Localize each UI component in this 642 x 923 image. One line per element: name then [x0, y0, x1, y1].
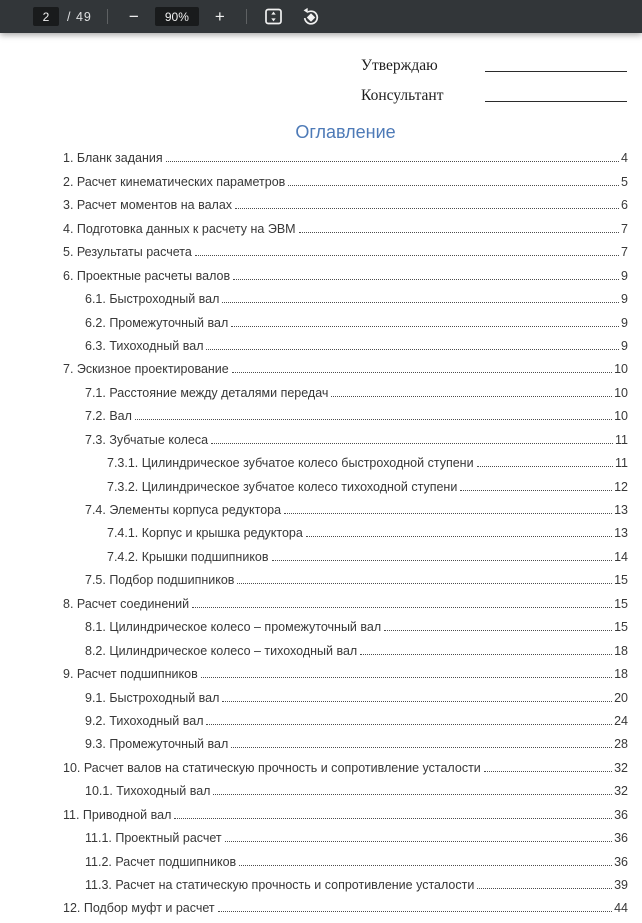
- approval-label: Утверждаю: [361, 57, 438, 74]
- toc-entry-page: 28: [614, 737, 628, 752]
- dot-leader: [477, 888, 612, 889]
- toc-entry-page: 9: [621, 268, 628, 283]
- approval-label: Консультант: [361, 87, 444, 104]
- toc-entry-page: 15: [614, 573, 628, 588]
- toc-entry-page: 7: [621, 221, 628, 236]
- toc-entry-page: 6: [621, 198, 628, 213]
- toc-entry-label: 7.4. Элементы корпуса редуктора: [85, 503, 282, 517]
- toc-entry-label: 1. Бланк задания: [63, 151, 163, 166]
- toc-entry-label: 11. Приводной вал: [63, 807, 172, 822]
- zoom-level-input[interactable]: [155, 7, 199, 26]
- signature-line: [485, 101, 627, 102]
- dot-leader: [288, 185, 619, 186]
- toc-entry-page: 11: [615, 456, 628, 471]
- toc-entry-label: 11.3. Расчет на статическую прочность и сопротивление усталости: [85, 878, 475, 892]
- toc-entry[interactable]: [63, 733, 628, 756]
- toc-entry[interactable]: [63, 663, 628, 686]
- toc-entry-label: 7.4.1. Корпус и крышка редуктора: [107, 526, 303, 541]
- toc-entry-label: 7.2. Вал: [85, 409, 132, 424]
- dot-leader: [192, 607, 612, 608]
- dot-leader: [233, 279, 619, 280]
- toc-heading: Оглавление: [295, 122, 396, 142]
- table-of-contents: [63, 147, 628, 920]
- toc-entry[interactable]: [63, 803, 628, 826]
- toc-entry[interactable]: [63, 827, 628, 850]
- page-number-input[interactable]: [33, 7, 59, 26]
- toc-entry-label: 9.2. Тихоходный вал: [85, 713, 204, 728]
- toolbar-separator: [246, 9, 247, 24]
- toc-entry-label: 4. Подготовка данных к расчету на ЭВМ: [63, 221, 296, 236]
- toc-entry-label: 9.1. Быстроходный вал: [85, 690, 220, 705]
- toc-entry-page: 5: [621, 174, 628, 189]
- toc-entry-page: 18: [614, 667, 628, 682]
- signature-line: [485, 71, 627, 72]
- toc-entry-label: 8.2. Цилиндрическое колесо – тихоходный вал: [85, 643, 358, 658]
- toc-entry-page: 18: [614, 643, 628, 658]
- toc-entry-page: 20: [614, 690, 628, 705]
- zoom-in-button[interactable]: +: [209, 6, 231, 28]
- dot-leader: [206, 349, 619, 350]
- dot-leader: [195, 255, 619, 256]
- toc-entry[interactable]: [63, 756, 628, 779]
- approval-row: [361, 82, 627, 112]
- toc-entry[interactable]: [63, 569, 628, 592]
- toc-entry[interactable]: [63, 358, 628, 381]
- toc-entry-label: 7.1. Расстояние между деталями передач: [85, 385, 329, 400]
- dot-leader: [331, 396, 612, 397]
- toc-entry[interactable]: [63, 147, 628, 170]
- toc-entry[interactable]: [63, 897, 628, 920]
- toc-entry-page: 11: [615, 432, 628, 447]
- toc-entry[interactable]: [63, 616, 628, 639]
- dot-leader: [231, 326, 619, 327]
- dot-leader: [225, 841, 612, 842]
- dot-leader: [213, 794, 612, 795]
- toc-entry-page: 15: [614, 596, 628, 611]
- dot-leader: [235, 208, 619, 209]
- approval-row: [361, 52, 627, 82]
- toc-entry-label: 11.2. Расчет подшипников: [85, 854, 237, 869]
- toolbar-separator: [107, 9, 108, 24]
- dot-leader: [206, 724, 612, 725]
- toc-entry-page: 4: [621, 151, 628, 166]
- toc-entry-label: 6. Проектные расчеты валов: [63, 268, 231, 283]
- toc-entry-page: 7: [621, 245, 628, 260]
- toc-entry[interactable]: [63, 475, 628, 498]
- toc-entry-page: 36: [614, 807, 628, 822]
- toc-entry-label: 7.3.1. Цилиндрическое зубчатое колесо быстроходной ступени: [107, 456, 474, 471]
- toc-entry-label: 7.4.2. Крышки подшипников: [107, 549, 269, 564]
- toc-entry[interactable]: [63, 194, 628, 217]
- pdf-toolbar: [0, 0, 642, 33]
- toc-entry[interactable]: [63, 241, 628, 264]
- toc-entry-label: 12. Подбор муфт и расчет: [63, 901, 215, 916]
- toc-entry[interactable]: [63, 686, 628, 709]
- dot-leader: [222, 701, 612, 702]
- toc-entry-page: 13: [614, 526, 628, 541]
- toc-entry[interactable]: [63, 710, 628, 733]
- dot-leader: [306, 536, 612, 537]
- toc-entry-label: 2. Расчет кинематических параметров: [63, 174, 286, 189]
- toc-entry-page: 9: [621, 338, 628, 353]
- toc-entry-page: 36: [614, 831, 628, 846]
- toc-entry-page: 24: [614, 713, 628, 728]
- toc-entry[interactable]: [63, 405, 628, 428]
- toc-entry-page: 15: [614, 620, 628, 635]
- toc-entry-page: 36: [614, 854, 628, 869]
- dot-leader: [201, 677, 612, 678]
- toc-entry-page: 39: [614, 878, 628, 892]
- toc-entry[interactable]: [63, 288, 628, 311]
- toc-entry-page: 12: [614, 479, 628, 494]
- toc-entry-label: 5. Результаты расчета: [63, 245, 192, 260]
- dot-leader: [460, 490, 612, 491]
- fit-to-page-icon: [264, 7, 283, 26]
- document-page: [0, 33, 642, 923]
- toc-entry[interactable]: [63, 452, 628, 475]
- toc-entry-label: 6.2. Промежуточный вал: [85, 315, 229, 330]
- toc-entry-label: 7.3.2. Цилиндрическое зубчатое колесо тихоходной ступени: [107, 479, 458, 494]
- toc-entry-label: 6.3. Тихоходный вал: [85, 338, 204, 353]
- toc-entry-label: 6.1. Быстроходный вал: [85, 292, 220, 307]
- toc-entry-label: 7. Эскизное проектирование: [63, 362, 229, 377]
- toc-entry[interactable]: [63, 381, 628, 404]
- dot-leader: [299, 232, 619, 233]
- dot-leader: [135, 419, 612, 420]
- toc-entry-page: 32: [614, 760, 628, 775]
- dot-leader: [218, 911, 612, 912]
- approval-block: [361, 52, 627, 112]
- toc-entry-label: 10. Расчет валов на статическую прочность и сопротивление усталости: [63, 760, 481, 775]
- toc-entry-label: 11.1. Проектный расчет: [85, 831, 222, 846]
- toc-entry[interactable]: [63, 311, 628, 334]
- toc-entry[interactable]: [63, 170, 628, 193]
- toc-entry-label: 7.3. Зубчатые колеса: [85, 432, 209, 447]
- toc-entry-page: 9: [621, 292, 628, 307]
- dot-leader: [484, 771, 612, 772]
- dot-leader: [272, 560, 613, 561]
- dot-leader: [211, 443, 613, 444]
- toc-entry[interactable]: [63, 780, 628, 803]
- toc-entry-page: 13: [614, 503, 628, 517]
- toc-entry-page: 10: [614, 385, 628, 400]
- toc-entry-page: 32: [614, 784, 628, 799]
- toc-entry[interactable]: [63, 592, 628, 615]
- page-count-label: / 49: [67, 9, 92, 24]
- toc-entry-page: 44: [614, 901, 628, 916]
- toc-entry-label: 9. Расчет подшипников: [63, 667, 198, 682]
- toc-entry[interactable]: [63, 335, 628, 358]
- toc-entry-page: 14: [614, 549, 628, 564]
- toc-entry[interactable]: [63, 850, 628, 873]
- dot-leader: [239, 865, 612, 866]
- dot-leader: [384, 630, 612, 631]
- rotate-button[interactable]: [299, 6, 323, 28]
- toc-entry-label: 7.5. Подбор подшипников: [85, 573, 235, 588]
- toc-entry-label: 3. Расчет моментов на валах: [63, 198, 233, 213]
- dot-leader: [237, 583, 612, 584]
- dot-leader: [232, 372, 612, 373]
- dot-leader: [166, 161, 619, 162]
- toc-entry[interactable]: [63, 217, 628, 240]
- toc-entry[interactable]: [63, 499, 628, 522]
- dot-leader: [284, 513, 612, 514]
- dot-leader: [222, 302, 619, 303]
- toc-entry-label: 8. Расчет соединений: [63, 596, 190, 611]
- toc-entry-page: 10: [614, 409, 628, 424]
- fit-page-button[interactable]: [262, 6, 286, 28]
- toc-entry-page: 9: [621, 315, 628, 330]
- toc-entry[interactable]: [63, 522, 628, 545]
- toc-entry[interactable]: [63, 874, 628, 897]
- dot-leader: [231, 747, 612, 748]
- rotate-counterclockwise-icon: [301, 7, 321, 27]
- toc-entry[interactable]: [63, 264, 628, 287]
- zoom-out-button[interactable]: −: [123, 6, 145, 28]
- toc-entry-label: 8.1. Цилиндрическое колесо – промежуточный вал: [85, 620, 382, 635]
- dot-leader: [174, 818, 612, 819]
- toc-entry[interactable]: [63, 639, 628, 662]
- toc-entry-label: 10.1. Тихоходный вал: [85, 784, 211, 799]
- toc-entry[interactable]: [63, 428, 628, 451]
- toc-entry[interactable]: [63, 545, 628, 568]
- dot-leader: [477, 466, 613, 467]
- toc-entry-page: 10: [614, 362, 628, 377]
- toc-entry-label: 9.3. Промежуточный вал: [85, 737, 229, 752]
- dot-leader: [360, 654, 612, 655]
